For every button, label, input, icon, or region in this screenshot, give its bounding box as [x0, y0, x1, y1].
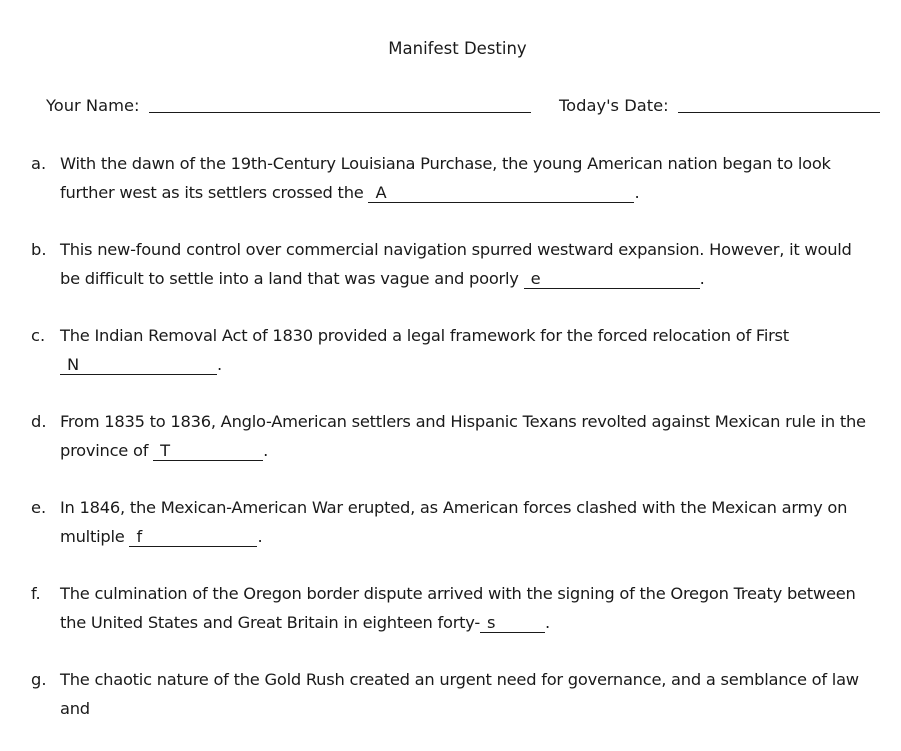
question-marker: a.	[31, 154, 47, 173]
question-prompt: The Indian Removal Act of 1830 provided a legal framework for the forced relocation of First	[60, 326, 789, 345]
question-prompt: In 1846, the Mexican-American War erupted, as American forces clashed with the Mexican army on multiple	[60, 498, 848, 546]
question-text	[60, 579, 875, 637]
question-list	[0, 149, 901, 751]
question-end: .	[263, 441, 269, 460]
question-text	[60, 407, 875, 465]
question-text	[60, 665, 875, 723]
answer-blank[interactable]: f	[129, 527, 257, 547]
question-end: .	[699, 269, 705, 288]
answer-blank[interactable]: e	[524, 269, 700, 289]
answer-blank[interactable]: A	[368, 183, 634, 203]
answer-blank[interactable]: N	[60, 355, 217, 375]
question-item	[0, 407, 901, 493]
question-item	[0, 321, 901, 407]
page-title: Manifest Destiny	[388, 39, 527, 58]
question-item	[0, 579, 901, 665]
date-row	[559, 95, 880, 117]
name-label: Your Name:	[46, 96, 140, 115]
question-prompt: The culmination of the Oregon border dispute arrived with the signing of the Oregon Treaty between the United States and Great Britain in eighteen forty-	[60, 584, 856, 632]
question-prompt: From 1835 to 1836, Anglo-American settlers and Hispanic Texans revolted against Mexican rule in the province of	[60, 412, 866, 460]
question-item	[0, 149, 901, 235]
question-item	[0, 665, 901, 751]
name-field[interactable]	[149, 96, 531, 113]
question-prompt: The chaotic nature of the Gold Rush created an urgent need for governance, and a semblance of law and	[60, 670, 859, 718]
question-text	[60, 235, 875, 293]
question-item	[0, 493, 901, 579]
question-prompt: With the dawn of the 19th-Century Louisiana Purchase, the young American nation began to look further west as its settlers crossed the	[60, 154, 831, 202]
question-text	[60, 149, 875, 207]
question-end: .	[634, 183, 640, 202]
question-item	[0, 235, 901, 321]
question-prompt: This new-found control over commercial navigation spurred westward expansion. However, it would be difficult to settle into a land that was vague and poorly	[60, 240, 852, 288]
question-end: .	[545, 613, 550, 632]
name-row	[46, 95, 531, 117]
answer-blank[interactable]: s	[480, 613, 545, 633]
question-text	[60, 493, 875, 551]
question-text	[60, 321, 875, 379]
question-marker: b.	[31, 240, 47, 259]
date-field[interactable]	[678, 96, 880, 113]
date-label: Today's Date:	[559, 96, 669, 115]
question-marker: g.	[31, 670, 47, 689]
answer-blank[interactable]: T	[153, 441, 263, 461]
question-marker: e.	[31, 498, 47, 517]
question-marker: c.	[31, 326, 46, 345]
question-marker: f.	[31, 584, 41, 603]
question-end: .	[257, 527, 263, 546]
question-marker: d.	[31, 412, 47, 431]
question-end: .	[217, 355, 222, 374]
